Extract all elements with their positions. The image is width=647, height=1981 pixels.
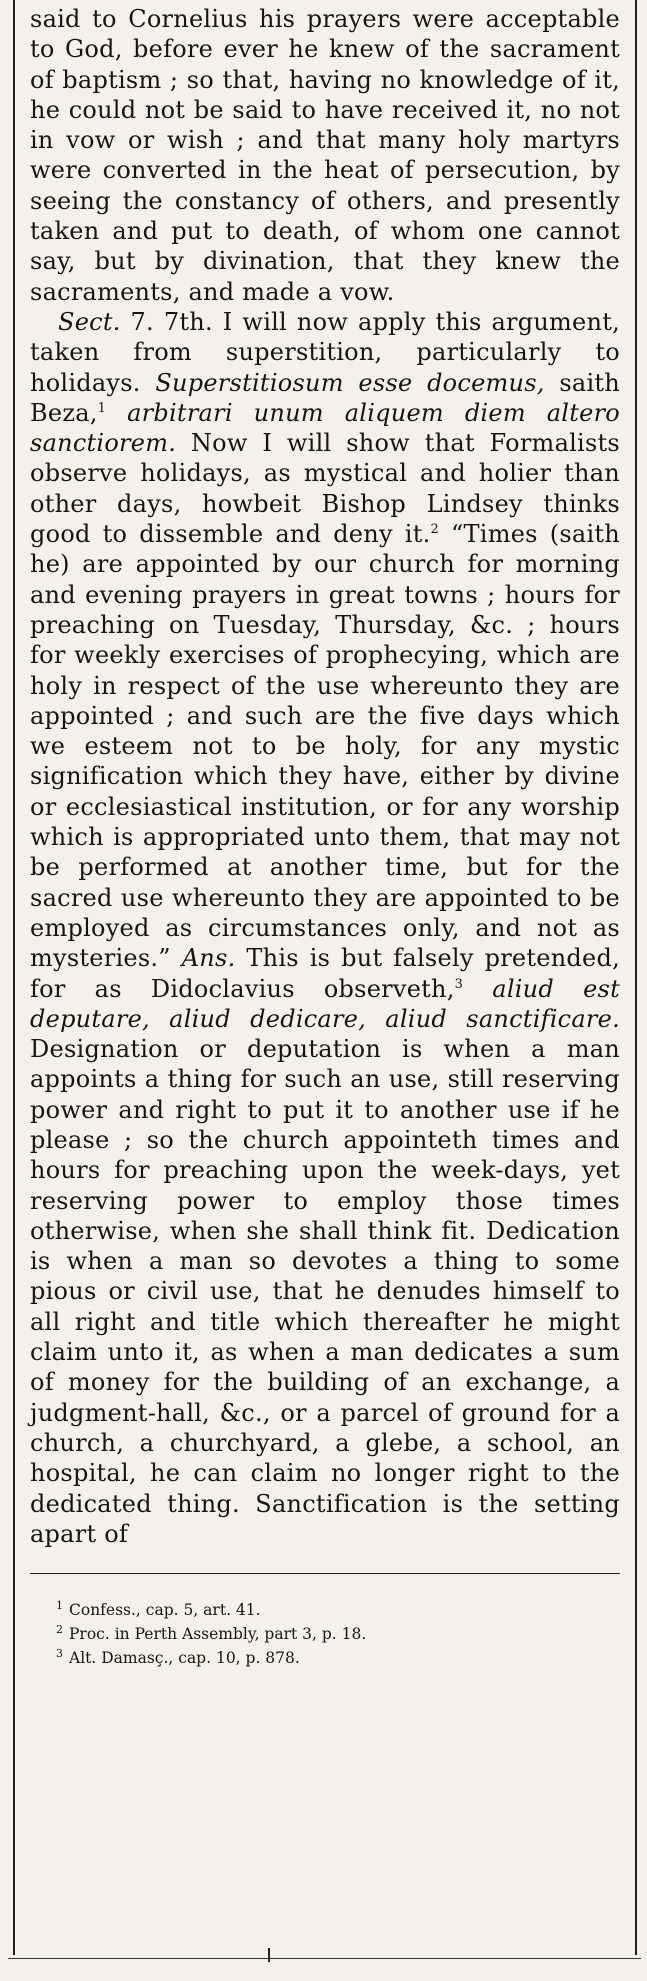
text-run: Now I will show that Formalists observe holidays, as mystical and holier than other days, howbeit Bishop Lindsey thinks good to dissemble and deny it.: [30, 429, 620, 549]
footnote-mark: 3: [56, 1647, 63, 1661]
answer-label: Ans.: [181, 944, 236, 973]
footnote-divider: [30, 1573, 620, 1574]
footnote-2: [56, 1620, 620, 1644]
footnote-ref-2[interactable]: 2: [430, 522, 439, 538]
latin-phrase: aliud est deputare, aliud dedicare, aliud sanctificare.: [30, 974, 621, 1033]
footnote-1: [56, 1596, 620, 1620]
footnote-3: [56, 1644, 620, 1668]
page-column: [30, 4, 620, 1669]
latin-phrase: Superstitiosum esse docemus,: [155, 368, 545, 397]
text-run: “Times (saith he) are appointed by our church for morning and evening prayers in great towns ; hours for preaching on Tuesday, Thursday, &c. ; hours for weekly exercises of prophecying, which are holy in respect of the use whereunto they are appointed ; and such are the five days which we esteem not to be holy, for any mystic signification which they have, either by divine or ecclesiastical institution, or for any worship which is appropriated unto them, that may not be performed at another time, but for the sacred use whereunto they are appointed to be employed as circumstances only, and not as mysteries.”: [30, 520, 620, 973]
body-text: [30, 4, 620, 1549]
footnote-text: Proc. in Perth Assembly, part 3, p. 18.: [69, 1625, 367, 1644]
footnotes: [30, 1596, 620, 1668]
latin-phrase: arbitrari unum aliquem diem altero sanctiorem.: [30, 398, 620, 458]
section-label: Sect.: [58, 307, 121, 336]
paragraph-2: [30, 307, 620, 1549]
text-run: Designation or deputation is when a man appoints a thing for such an use, still reserving power and right to put it to another use if he please ; so the church appointeth times and hours for preaching upon the week-days, yet reserving power to employ those times otherwise, when she shall think fit. Dedication is when a man so devotes a thing to some pious or civil use, that he denudes himself to all right and title which thereafter he might claim unto it, as when a man dedicates a sum of money for the building of an exchange, a judgment-hall, &c., or a parcel of ground for a church, a churchyard, a glebe, a school, an hospital, he can claim no longer right to the dedicated thing. Sanctification is the setting apart of: [30, 1035, 620, 1548]
text-run: 7. 7th. I will now apply this argument, taken from superstition, particularly to holidays.: [30, 307, 620, 397]
text-run: This is but falsely pretended, for as Didoclavius observeth,: [30, 944, 620, 1003]
footnote-text: Alt. Damasç., cap. 10, p. 878.: [69, 1649, 300, 1668]
paragraph-1: said to Cornelius his prayers were acceptable to God, before ever he knew of the sacrament of baptism ; so that, having no knowledge of it, he could not be said to have received it, no not in vow or wish ; and that many holy martyrs were converted in the heat of persecution, by seeing the constancy of others, and presently taken and put to death, of whom one cannot say, but by divination, that they knew the sacraments, and made a vow.: [30, 5, 620, 306]
footnote-text: Confess., cap. 5, art. 41.: [69, 1601, 261, 1620]
text-run: saith Beza,: [30, 368, 620, 427]
bottom-tick-mark: [268, 1948, 270, 1962]
footnote-mark: 2: [56, 1623, 63, 1637]
left-margin-rule: [13, 0, 15, 1955]
footnote-ref-1[interactable]: 1: [97, 400, 107, 416]
right-margin-rule: [635, 0, 637, 1955]
footnote-mark: 1: [56, 1599, 63, 1613]
bottom-margin-rule: [8, 1958, 641, 1959]
footnote-ref-3[interactable]: 3: [454, 976, 464, 992]
